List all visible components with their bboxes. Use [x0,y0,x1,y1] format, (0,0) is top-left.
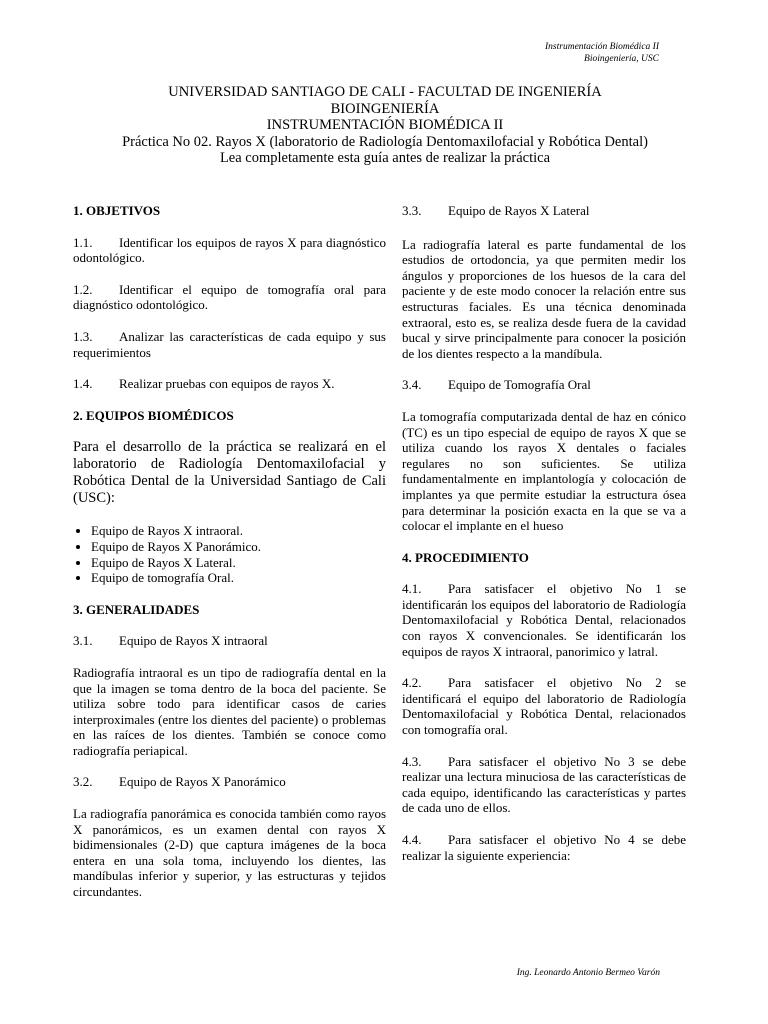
equipment-list [73,523,386,585]
subsection-title: 3.1. Equipo de Rayos X intraoral [73,633,268,649]
title-practice: Práctica No 02. Rayos X (laboratorio de Radiología Dentomaxilofacial y Robótica Dental) [122,133,648,150]
title-program: BIOINGENIERÍA [330,100,440,117]
page-footer: Ing. Leonardo Antonio Bermeo Varón [516,968,660,978]
title-block [100,84,670,167]
subsection-title: 3.3. Equipo de Rayos X Lateral [402,203,590,218]
right-column [402,203,686,863]
list-item: • Equipo de tomografía Oral. [91,570,386,586]
list-item: • Equipo de Rayos X intraoral. [91,523,386,539]
list-item: • Equipo de Rayos X Lateral. [91,555,386,571]
list-item: • Equipo de Rayos X Panorámico. [91,539,386,555]
subsection-title: 3.2. Equipo de Rayos X Panorámico [73,774,286,790]
objective-item: 1.3. Analizar las características de cada equipo y sus requerimientos [73,328,386,360]
equipos-intro: Para el desarrollo de la práctica se realizará en el laboratorio de Radiología Dentomaxilofacial y Robótica Dental de la Universidad Santiago de Cali (USC): [73,439,386,507]
header-course: Instrumentación Biomédica II [545,42,659,52]
procedure-item: 4.2. Para satisfacer el objetivo No 2 se identificará el equipo del laboratorio de Radiología Dentomaxilofacial y Robótica Dental, relacionados con tomografía oral. [402,675,686,738]
objective-item: 1.4. Realizar pruebas con equipos de rayos X. [73,376,335,392]
subsection-title: 3.4. Equipo de Tomografía Oral [402,377,591,393]
left-column [73,203,386,900]
subsection-text: La radiografía panorámica es conocida también como rayos X panorámicos, es un examen dental con rayos X bidimensionales (2-D) que captura imágenes de la boca entera en una sola toma, incluyendo los dientes, las mandíbulas inferior y superior, y las estructuras y tejidos circundantes. [73,806,386,900]
section-generalidades-heading: 3. GENERALIDADES [73,601,200,617]
objective-item: 1.2. Identificar el equipo de tomografía oral para diagnóstico odontológico. [73,281,386,313]
title-university: UNIVERSIDAD SANTIAGO DE CALI - FACULTAD DE INGENIERÍA [168,84,602,100]
subsection-text: La tomografía computarizada dental de haz en cónico (TC) es un tipo especial de equipo de rayos X que se utiliza cuando los rayos X dentales o faciales regulares no son suficientes. Se utiliza fundamentalmente en implantología y colocación de implantes ya que permite estudiar la estructura ósea para determinar la posición exacta en la que se va a colocar el implante en el hueso [402,408,686,534]
subsection-text: Radiografía intraoral es un tipo de radiografía dental en la que la imagen se toma dentro de la boca del paciente. Se utiliza sobre todo para identificar casos de caries interproximales (entre los dientes del paciente) o problemas en las raíces de los dientes. También se conoce como radiografía periapical. [73,664,386,758]
procedure-item: 4.3. Para satisfacer el objetivo No 3 se debe realizar una lectura minuciosa de las características de cada equipo, identificando las características y partes de cada uno de ellos. [402,753,686,816]
title-instruction: Lea completamente esta guía antes de realizar la práctica [219,150,551,166]
procedure-item: 4.4. Para satisfacer el objetivo No 4 se debe realizar la siguiente experiencia: [402,832,686,863]
section-objetivos-heading: 1. OBJETIVOS [73,203,161,218]
subsection-text: La radiografía lateral es parte fundamental de los estudios de ortodoncia, ya que permiten medir los ángulos y proporciones de los huesos de la cara del paciente y de este modo conocer la relación entre sus estructuras faciales. Es una técnica denominada extraoral, esto es, se realiza desde fuera de la cavidad bucal y sirve principalmente para conocer la posición de los dientes respecto a la mandíbula. [402,236,686,361]
section-equipos-heading: 2. EQUIPOS BIOMÉDICOS [73,407,234,423]
section-procedimiento-heading: 4. PROCEDIMIENTO [402,549,529,565]
page-header [545,41,659,65]
objective-item: 1.1. Identificar los equipos de rayos X para diagnóstico odontológico. [73,234,386,266]
procedure-item: 4.1. Para satisfacer el objetivo No 1 se identificarán los equipos del laboratorio de Radiología Dentomaxilofacial y Robótica Dental, relacionados con rayos X convencionales. Se identificarán los equipos de rayos X intraoral, panorimico y latral. [402,581,686,659]
header-program: Bioingeniería, USC [584,54,659,64]
title-course: INSTRUMENTACIÓN BIOMÉDICA II [266,117,504,133]
